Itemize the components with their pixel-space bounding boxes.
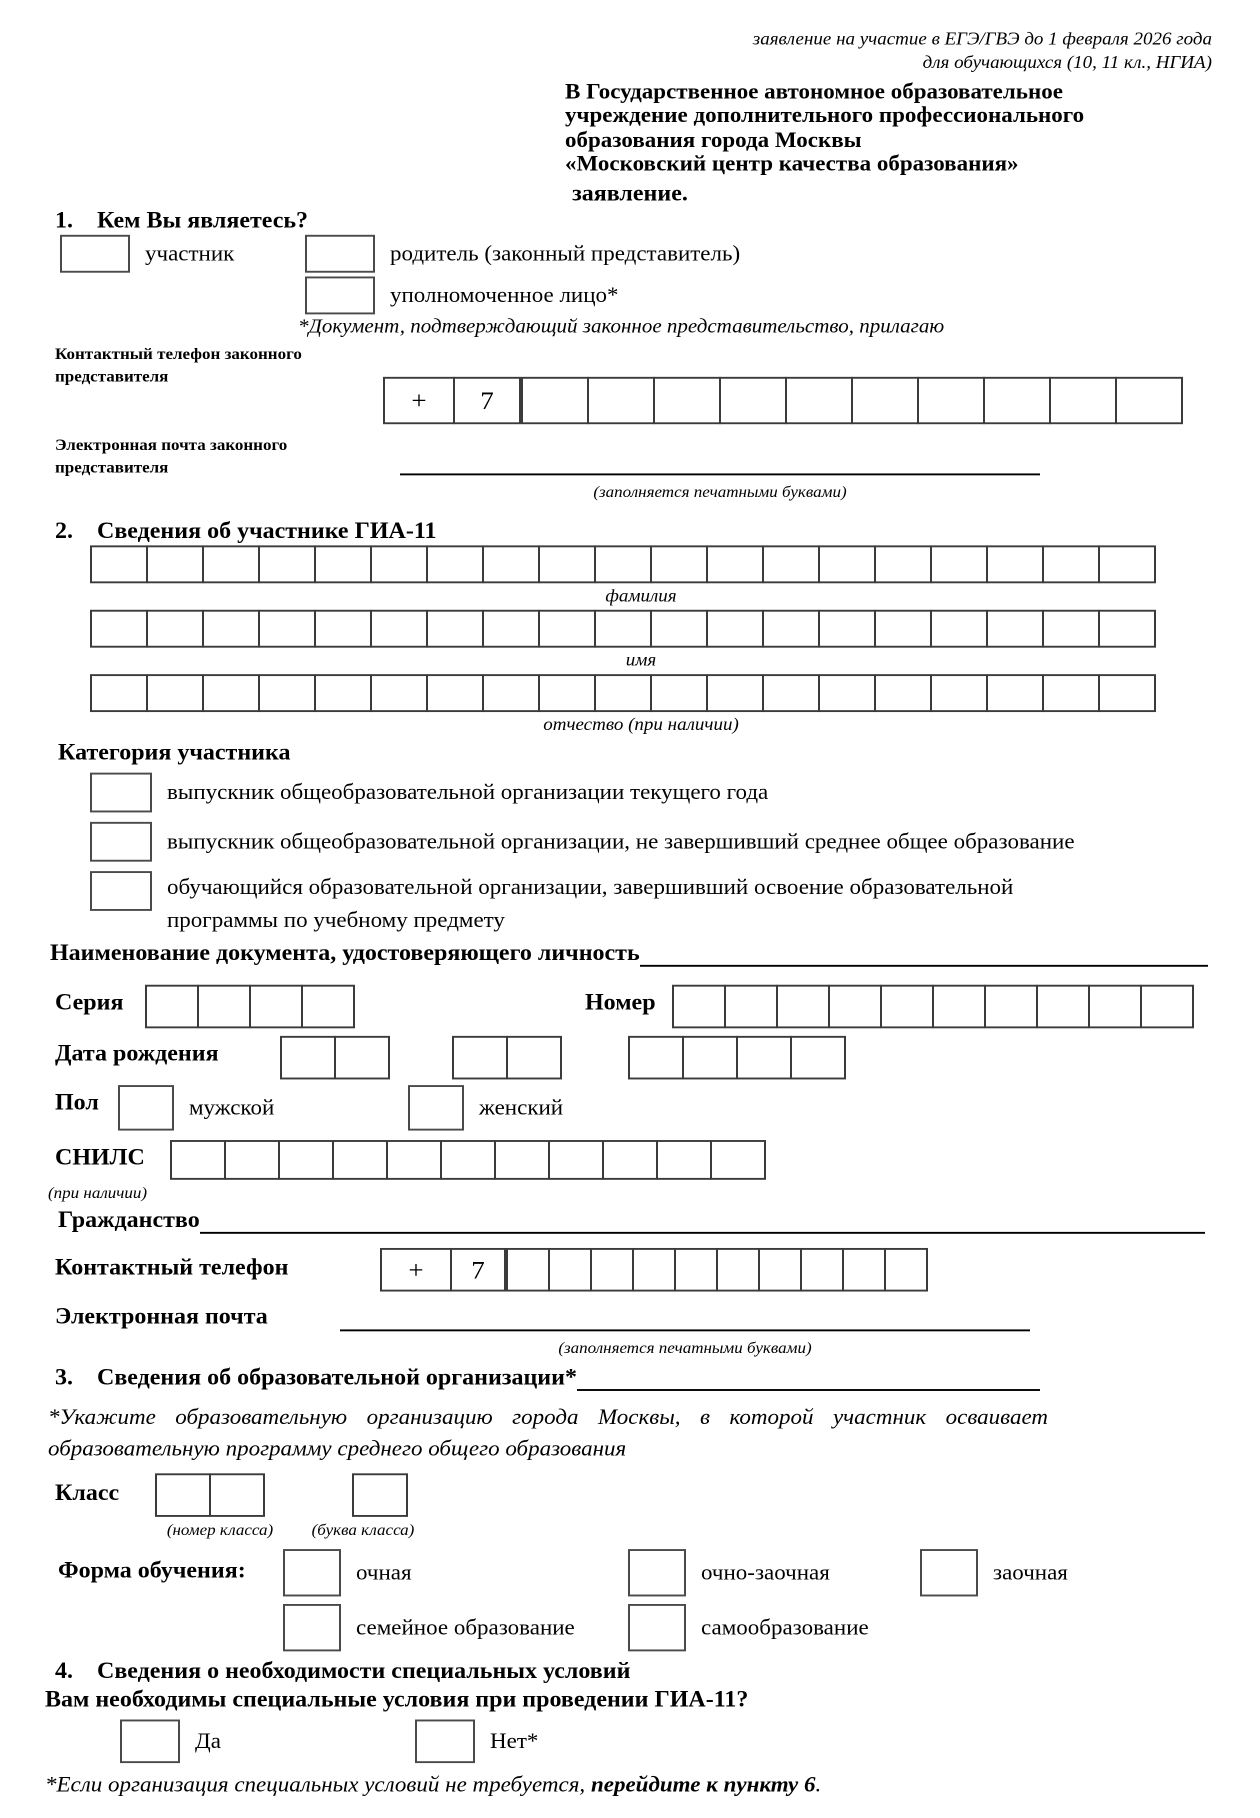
special-conditions-no [415,1720,538,1764]
representation-footnote: *Документ, подтверждающий законное представительство, прилагаю [298,314,945,338]
section2-heading [55,519,437,545]
input-cell[interactable] [548,1140,604,1180]
firstname-cells [90,610,1156,648]
section3-title: Сведения об образовательной организации* [97,1365,577,1391]
category-1-label: выпускник общеобразовательной организации текущего года [167,780,769,805]
checkbox-gender-female[interactable] [408,1085,464,1130]
input-cell[interactable] [710,1140,766,1180]
participant-phone-digit-cells [506,1248,928,1292]
checkbox-parent[interactable] [305,235,375,273]
input-cell[interactable] [1098,674,1156,712]
input-cell[interactable] [930,610,988,648]
middlename-caption: отчество (при наличии) [543,714,739,735]
form-fulltime-label: очная [356,1560,412,1585]
input-cell[interactable] [653,377,721,424]
checkbox-form-extramural[interactable] [920,1549,978,1596]
input-cell[interactable] [984,985,1038,1029]
checkbox-gender-male[interactable] [118,1085,174,1130]
checkbox-graduate-not-completed[interactable] [90,822,152,862]
input-cell[interactable] [986,610,1044,648]
input-cell[interactable] [602,1140,658,1180]
category-3-label: обучающийся образовательной организации, завершивший освоение образовательной программы по учебному предмету [167,874,1014,932]
authorized-person-label: уполномоченное лицо* [390,283,619,307]
input-cell[interactable] [352,1473,408,1517]
input-cell[interactable] [370,545,428,583]
input-cell[interactable] [90,610,148,648]
input-cell[interactable] [716,1248,760,1292]
input-cell[interactable] [706,674,764,712]
addressee-line: образования города Москвы [565,127,862,152]
birth-year-cells [628,1036,846,1080]
input-cell[interactable] [258,674,316,712]
input-cell[interactable] [506,1036,562,1080]
input-cell[interactable] [818,610,876,648]
birth-day-cells [280,1036,390,1080]
input-cell[interactable] [1042,545,1100,583]
input-cell[interactable] [548,1248,592,1292]
input-cell[interactable] [386,1140,442,1180]
section1-title: Кем Вы являетесь? [97,208,309,233]
input-cell[interactable] [538,610,596,648]
addressee-line: «Московский центр качества образования» [565,151,1019,176]
input-cell[interactable] [1140,985,1194,1029]
citizenship-label: Гражданство [58,1208,200,1233]
addressee-line: В Государственное автономное образовательное [565,79,1063,104]
input-cell[interactable] [917,377,985,424]
input-cell[interactable] [1098,545,1156,583]
form-option-family [283,1604,575,1651]
input-cell[interactable] [280,1036,336,1080]
input-cell[interactable] [249,985,303,1029]
education-form-label: Форма обучения: [58,1558,246,1584]
input-cell[interactable] [650,610,708,648]
lastname-caption: фамилия [605,586,677,606]
category-option-2 [90,822,1075,862]
input-cell[interactable] [521,377,589,424]
checkbox-authorized-person[interactable] [305,276,375,314]
input-cell[interactable] [776,985,830,1029]
identity-doc-label: Наименование документа, удостоверяющего личность [50,941,640,966]
input-cell[interactable] [736,1036,792,1080]
seria-cells [145,985,355,1029]
input-cell[interactable] [632,1248,676,1292]
input-cell[interactable] [482,674,540,712]
input-cell[interactable] [884,1248,928,1292]
school-name-input-line[interactable] [577,1366,1040,1391]
checkbox-form-mixed[interactable] [628,1549,686,1596]
input-cell[interactable] [224,1140,280,1180]
participant-label: участник [145,241,235,266]
checkbox-form-fulltime[interactable] [283,1549,341,1596]
input-cell[interactable] [656,1140,712,1180]
role-option-participant [60,235,234,273]
input-cell[interactable] [672,985,726,1029]
rep-email-hint: (заполняется печатными буквами) [593,482,847,501]
input-cell[interactable] [650,545,708,583]
input-cell[interactable] [719,377,787,424]
firstname-caption: имя [625,650,657,671]
gender-female-label: женский [479,1095,564,1120]
input-cell[interactable] [932,985,986,1029]
input-cell[interactable] [762,545,820,583]
input-cell[interactable] [426,674,484,712]
input-cell[interactable] [758,1248,802,1292]
class-number-cells [155,1473,265,1517]
phone-seven-cell: 7 [453,377,521,424]
category-option-1 [90,773,768,813]
input-cell[interactable] [880,985,934,1029]
input-cell[interactable] [155,1473,211,1517]
input-cell[interactable] [209,1473,265,1517]
snils-cells [170,1140,766,1180]
input-cell[interactable] [818,674,876,712]
checkbox-form-self-education[interactable] [628,1604,686,1651]
input-cell[interactable] [874,610,932,648]
input-cell[interactable] [440,1140,496,1180]
input-cell[interactable] [145,985,199,1029]
participant-phone-label: Контактный телефон [55,1255,289,1281]
checkbox-form-family-education[interactable] [283,1604,341,1651]
participant-phone-cells [380,1248,928,1292]
class-letter-cells [352,1473,408,1517]
top-note-line2: для обучающихся (10, 11 кл., НГИА) [922,52,1212,73]
input-cell[interactable] [762,674,820,712]
identity-doc-row [50,941,1208,967]
section4-number: 4. [55,1658,73,1684]
special-conditions-yes [120,1720,221,1764]
input-cell[interactable] [1098,610,1156,648]
input-cell[interactable] [258,610,316,648]
section3-note: *Укажите образовательную организацию города Москвы, в которой участник осваивает образовательную программу среднего общего образования [48,1405,1048,1461]
checkbox-student-completed-subject-program[interactable] [90,871,152,911]
phone-seven-cell: 7 [450,1248,506,1292]
class-letter-caption: (буква класса) [311,1520,415,1539]
participant-email-hint: (заполняется печатными буквами) [558,1338,812,1357]
input-cell[interactable] [314,545,372,583]
addressee [565,80,1215,176]
form-option-mixed [628,1549,830,1596]
input-cell[interactable] [170,1140,226,1180]
role-option-parent [305,235,740,273]
input-cell[interactable] [682,1036,738,1080]
rep-phone-label: Контактный телефон законного представителя [55,344,302,386]
form-option-fulltime [283,1549,412,1596]
category-option-3 [90,871,1117,936]
yes-label: Да [195,1729,221,1753]
form-option-extramural [920,1549,1068,1596]
checkbox-special-conditions-no[interactable] [415,1720,475,1764]
section2-title: Сведения об участнике ГИА-11 [97,518,437,544]
input-cell[interactable] [197,985,251,1029]
input-cell[interactable] [1049,377,1117,424]
participant-email-label: Электронная почта [55,1304,268,1330]
input-cell[interactable] [628,1036,684,1080]
input-cell[interactable] [851,377,919,424]
section4-heading [55,1659,630,1685]
input-cell[interactable] [587,377,655,424]
parent-label: родитель (законный представитель) [390,241,741,266]
input-cell[interactable] [1088,985,1142,1029]
input-cell[interactable] [538,545,596,583]
category-heading: Категория участника [58,740,291,766]
input-cell[interactable] [452,1036,508,1080]
birth-month-cells [452,1036,562,1080]
section4-note-bold: перейдите к пункту 6 [590,1772,816,1797]
nomer-label: Номер [585,990,656,1016]
checkbox-participant[interactable] [60,235,130,273]
input-cell[interactable] [674,1248,718,1292]
input-cell[interactable] [874,674,932,712]
input-cell[interactable] [202,610,260,648]
input-cell[interactable] [202,674,260,712]
input-cell[interactable] [278,1140,334,1180]
section1-heading [55,208,308,234]
middlename-cells [90,674,1156,712]
input-cell[interactable] [986,545,1044,583]
input-cell[interactable] [538,674,596,712]
input-cell[interactable] [650,674,708,712]
section3-heading [55,1365,1040,1391]
form-self-education-label: самообразование [701,1615,869,1640]
phone-plus-cell: + [383,377,455,424]
input-cell[interactable] [314,674,372,712]
seria-label: Серия [55,990,124,1016]
citizenship-row [58,1208,1205,1234]
input-cell[interactable] [1036,985,1090,1029]
input-cell[interactable] [370,674,428,712]
gender-male-option [118,1085,274,1130]
section1-number: 1. [55,208,73,233]
input-cell[interactable] [818,545,876,583]
identity-doc-input-line[interactable] [640,942,1208,967]
snils-note: (при наличии) [48,1183,148,1202]
input-cell[interactable] [762,610,820,648]
snils-label: СНИЛС [55,1145,145,1171]
input-cell[interactable] [334,1036,390,1080]
input-cell[interactable] [594,674,652,712]
input-cell[interactable] [482,610,540,648]
input-cell[interactable] [1042,674,1100,712]
section4-title: Сведения о необходимости специальных условий [97,1658,631,1684]
addressee-line: учреждение дополнительного профессионального [565,103,1085,128]
form-family-label: семейное образование [356,1615,575,1640]
gender-label: Пол [55,1090,99,1116]
input-cell[interactable] [706,610,764,648]
input-cell[interactable] [842,1248,886,1292]
input-cell[interactable] [594,610,652,648]
form-option-self-education [628,1604,869,1651]
rep-email-label: Электронная почта законного представителя [55,435,288,477]
input-cell[interactable] [482,545,540,583]
input-cell[interactable] [146,674,204,712]
input-cell[interactable] [90,674,148,712]
input-cell[interactable] [930,674,988,712]
participant-email-input-line[interactable] [340,1301,1030,1331]
input-cell[interactable] [706,545,764,583]
input-cell[interactable] [494,1140,550,1180]
input-cell[interactable] [594,545,652,583]
form-title: заявление. [572,181,688,207]
special-conditions-question: Вам необходимы специальные условия при проведении ГИА-11? [45,1687,749,1712]
input-cell[interactable] [828,985,882,1029]
input-cell[interactable] [258,545,316,583]
input-cell[interactable] [930,545,988,583]
rep-email-input-line[interactable] [400,437,1040,475]
section4-note-text: *Если организация специальных условий не требуется, [45,1772,591,1797]
lastname-cells [90,545,1156,583]
input-cell[interactable] [146,610,204,648]
input-cell[interactable] [426,610,484,648]
form-extramural-label: заочная [993,1560,1068,1585]
input-cell[interactable] [983,377,1051,424]
class-label: Класс [55,1480,120,1506]
section4-note-end: . [815,1772,822,1797]
top-note-line1: заявление на участие в ЕГЭ/ГВЭ до 1 февраля 2026 года [752,29,1212,50]
birthdate-label: Дата рождения [55,1041,219,1067]
rep-phone-cells [383,377,1183,424]
checkbox-graduate-current-year[interactable] [90,773,152,813]
gender-male-label: мужской [189,1095,275,1120]
input-cell[interactable] [1042,610,1100,648]
role-option-authorized [305,276,619,314]
section3-number: 3. [55,1365,73,1391]
top-note [753,28,1212,75]
gender-female-option [408,1085,563,1130]
input-cell[interactable] [370,610,428,648]
input-cell[interactable] [146,545,204,583]
input-cell[interactable] [986,674,1044,712]
class-number-caption: (номер класса) [166,1520,274,1539]
category-2-label: выпускник общеобразовательной организации, не завершивший среднее общее образование [167,829,1075,854]
input-cell[interactable] [790,1036,846,1080]
citizenship-input-line[interactable] [200,1209,1205,1234]
input-cell[interactable] [301,985,355,1029]
input-cell[interactable] [724,985,778,1029]
nomer-cells [672,985,1194,1029]
input-cell[interactable] [1115,377,1183,424]
input-cell[interactable] [332,1140,388,1180]
section2-number: 2. [55,518,73,544]
form-mixed-label: очно-заочная [701,1560,830,1585]
input-cell[interactable] [874,545,932,583]
phone-plus-cell: + [380,1248,452,1292]
input-cell[interactable] [506,1248,550,1292]
input-cell[interactable] [426,545,484,583]
rep-phone-digit-cells [521,377,1183,424]
input-cell[interactable] [590,1248,634,1292]
input-cell[interactable] [314,610,372,648]
input-cell[interactable] [785,377,853,424]
checkbox-special-conditions-yes[interactable] [120,1720,180,1764]
section4-note [45,1773,821,1798]
no-label: Нет* [490,1729,539,1753]
input-cell[interactable] [90,545,148,583]
input-cell[interactable] [202,545,260,583]
input-cell[interactable] [800,1248,844,1292]
